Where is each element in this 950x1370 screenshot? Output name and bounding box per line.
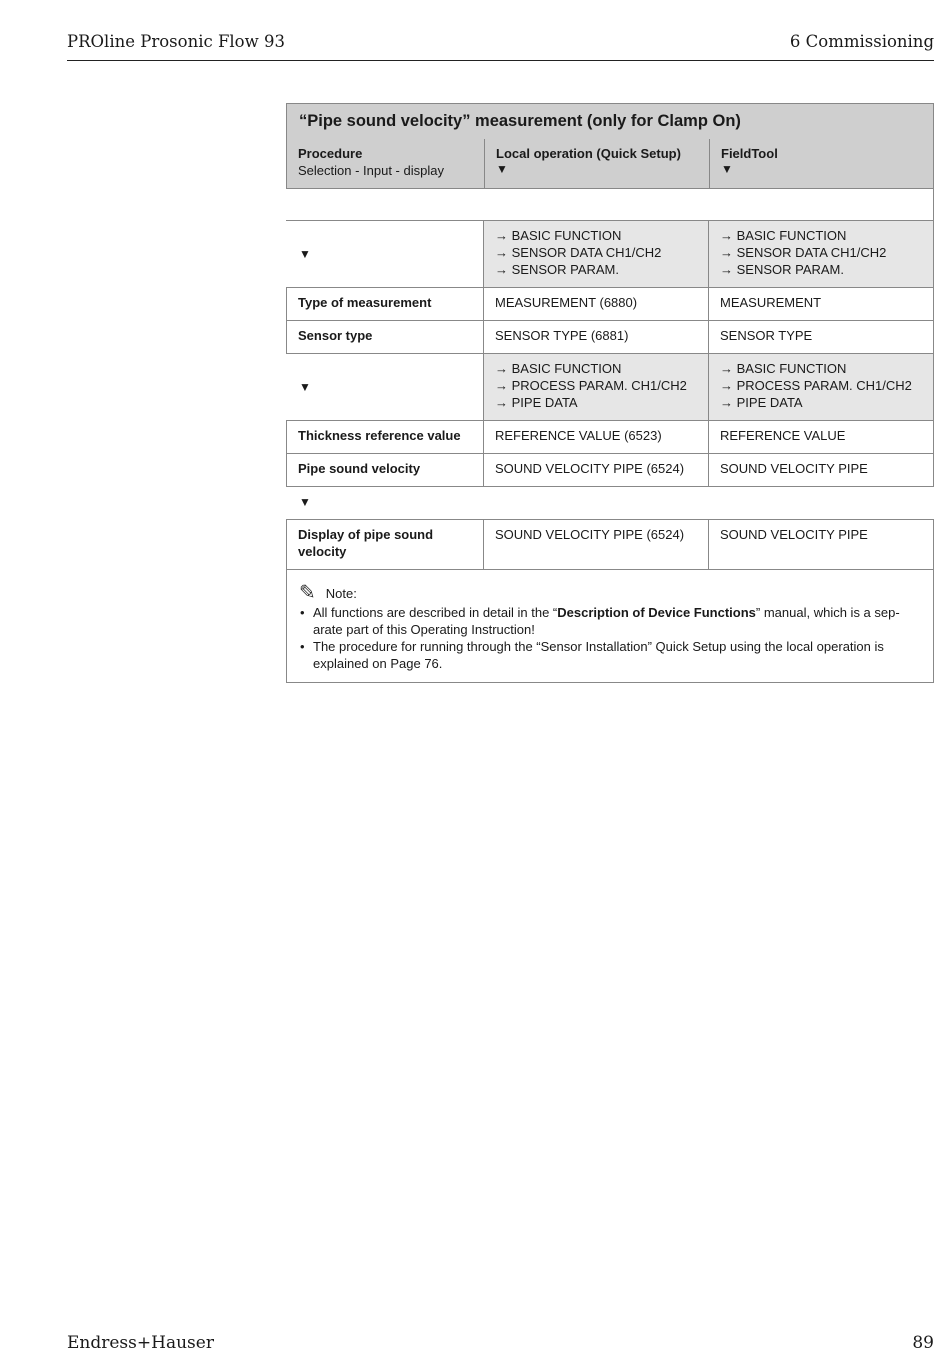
note-box: [286, 569, 934, 683]
down-triangle-icon: ▼: [299, 379, 311, 394]
row-label: Thickness reference value: [286, 421, 483, 453]
nav-path-local: [483, 221, 708, 287]
page-header: [67, 30, 934, 61]
row-local-value: MEASUREMENT (6880): [483, 288, 708, 320]
nav-marker-cell: [286, 221, 483, 287]
row-label: Type of measurement: [286, 288, 483, 320]
arrow-row: [286, 486, 934, 519]
note-document-title: Description of Device Functions: [557, 605, 756, 620]
path-step: → PIPE DATA: [720, 395, 803, 410]
row-fieldtool-value: SOUND VELOCITY PIPE: [708, 520, 934, 569]
note-label: Note:: [325, 585, 357, 601]
row-fieldtool-value: SENSOR TYPE: [708, 321, 934, 353]
table-row: [286, 420, 934, 453]
table-row: [286, 287, 934, 320]
spacer-row: [286, 189, 934, 220]
column-subheading-procedure: Selection - Input - display: [298, 163, 444, 178]
page-number: 89: [912, 1333, 934, 1353]
nav-path-fieldtool: [708, 221, 934, 287]
table-header: [286, 103, 934, 189]
path-step: → PIPE DATA: [495, 395, 578, 410]
path-step: → BASIC FUNCTION: [720, 361, 847, 376]
path-step: → BASIC FUNCTION: [495, 361, 622, 376]
row-fieldtool-value: SOUND VELOCITY PIPE: [708, 454, 934, 486]
note-bullet: [313, 604, 921, 638]
procedure-table: [286, 103, 934, 683]
table-row: [286, 519, 934, 569]
down-triangle-icon: ▼: [299, 246, 311, 261]
table-row: [286, 453, 934, 486]
nav-row-sensor-data: [286, 220, 934, 287]
row-fieldtool-value: MEASUREMENT: [708, 288, 934, 320]
path-step: → PROCESS PARAM. CH1/CH2: [720, 378, 912, 393]
down-triangle-icon: ▼: [299, 495, 311, 509]
note-text: ” manual, which is a sep-arate part of this Operating Instruction!: [313, 605, 900, 637]
path-step: → SENSOR DATA CH1/CH2: [720, 245, 887, 260]
company-name: Endress+Hauser: [67, 1333, 214, 1353]
path-step: → BASIC FUNCTION: [720, 228, 847, 243]
path-step: → SENSOR DATA CH1/CH2: [495, 245, 662, 260]
row-label: Pipe sound velocity: [286, 454, 483, 486]
path-step: → BASIC FUNCTION: [495, 228, 622, 243]
nav-marker-cell: [286, 354, 483, 420]
note-list: [299, 604, 921, 672]
row-label: Sensor type: [286, 321, 483, 353]
nav-path-fieldtool: [708, 354, 934, 420]
path-step: → PROCESS PARAM. CH1/CH2: [495, 378, 687, 393]
table-title: “Pipe sound velocity” measurement (only for Clamp On): [299, 112, 741, 130]
note-text: All functions are described in detail in the “: [313, 605, 558, 620]
row-label: Display of pipe sound velocity: [286, 520, 483, 569]
nav-path-local: [483, 354, 708, 420]
column-heading-procedure: Procedure: [298, 146, 363, 161]
row-local-value: SOUND VELOCITY PIPE (6524): [483, 454, 708, 486]
column-heading-local: Local operation (Quick Setup): [496, 146, 681, 161]
row-fieldtool-value: REFERENCE VALUE: [708, 421, 934, 453]
row-local-value: SENSOR TYPE (6881): [483, 321, 708, 353]
note-bullet: • The procedure for running through the “Sensor Installation” Quick Setup using the local operation is explained on Page 76.: [313, 638, 921, 672]
path-step: → SENSOR PARAM.: [720, 262, 845, 277]
column-heading-fieldtool: FieldTool: [721, 146, 778, 161]
nav-row-pipe-data: [286, 353, 934, 420]
row-local-value: SOUND VELOCITY PIPE (6524): [483, 520, 708, 569]
pencil-icon: ✎: [299, 582, 316, 604]
row-local-value: REFERENCE VALUE (6523): [483, 421, 708, 453]
down-triangle-icon: ▼: [496, 162, 508, 176]
header-title: PROline Prosonic Flow 93: [67, 32, 285, 51]
header-section: 6 Commissioning: [789, 32, 934, 51]
column-fieldtool: [709, 139, 935, 188]
column-procedure: [287, 139, 484, 188]
column-local-operation: [484, 139, 710, 188]
path-step: → SENSOR PARAM.: [495, 262, 620, 277]
down-triangle-icon: ▼: [721, 162, 733, 176]
table-row: [286, 320, 934, 353]
